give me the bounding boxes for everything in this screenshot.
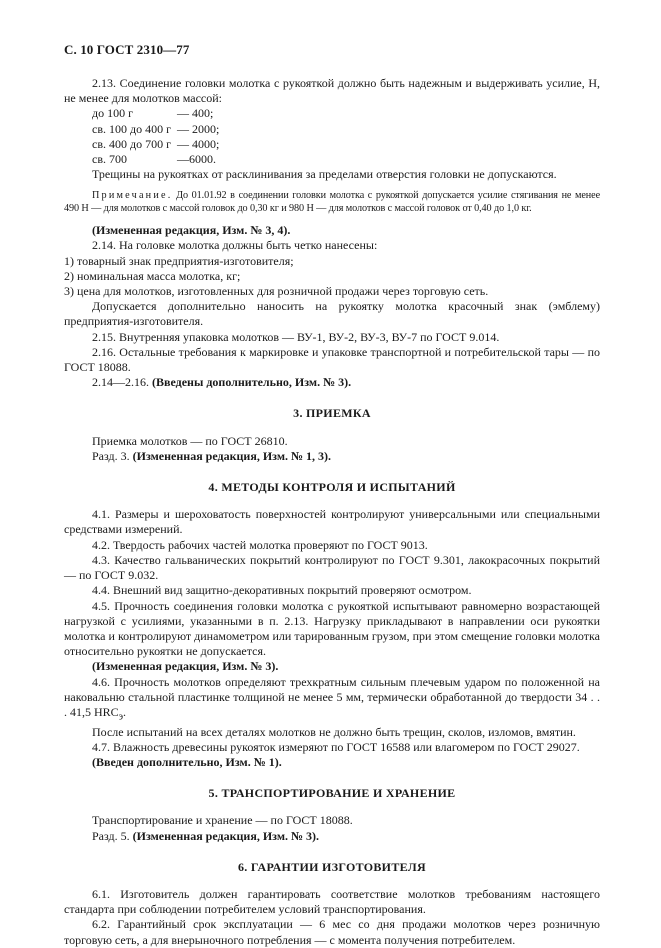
- clause-4-6-text: 4.6. Прочность молотков определяют трехкратным сильным плечевым ударом по положенной на наковальню стальной пластинке толщиной не менее 5 мм, термически обработанной до твердости 34 . . . 41,5 HRC: [64, 674, 600, 719]
- clause-4-1: 4.1. Размеры и шероховатость поверхностей контролируют универсальными или специальными средствами измерений.: [64, 507, 600, 537]
- clause-4-6-after: После испытаний на всех деталях молотков не должно быть трещин, сколов, изломов, вмятин.: [92, 724, 576, 739]
- note-label: Примечание.: [92, 190, 173, 202]
- revision-note: [64, 449, 600, 464]
- revision-note: (Введен дополнительно, Изм. № 1).: [92, 754, 282, 769]
- force-cell: — 4000;: [177, 136, 220, 151]
- clause-2-16: 2.16. Остальные требования к маркировке и упаковке транспортной и потребительской тары — по ГОСТ 18088.: [64, 344, 600, 375]
- clause-6-2: 6.2. Гарантийный срок эксплуатации — 6 мес со дня продажи молотков через розничную торговую сеть, а для внерыночного потребления — с момента получения потребителем.: [64, 917, 600, 947]
- section-6-title: 6. ГАРАНТИИ ИЗГОТОВИТЕЛЯ: [238, 859, 426, 874]
- page-content: [64, 76, 600, 948]
- mass-cell: св. 400 до 700 г: [92, 136, 172, 151]
- list-item: 1) товарный знак предприятия-изготовителя;: [64, 253, 294, 268]
- hardness-subscript: э: [118, 711, 123, 723]
- revision-prefix: Разд. 5.: [92, 828, 130, 843]
- note-text: До 01.01.92 в соединении головки молотка с рукояткой допускается усилие стягивания не менее 490 Н — для молотков с массой головок до 0,30 кг и 980 Н — для молотков с массой головок от 0,40 до 1,0 кг.: [64, 190, 600, 214]
- note: [64, 190, 600, 215]
- clause-2-14-addition: Допускается дополнительно наносить на рукоятку молотка красочный знак (эмблему) предприятия-изготовителя.: [64, 299, 600, 329]
- clause-4-4: 4.4. Внешний вид защитно-декоративных покрытий проверяют осмотром.: [92, 583, 472, 598]
- revision-note: (Измененная редакция, Изм. № 3).: [92, 659, 279, 674]
- mass-row: [92, 106, 600, 121]
- force-cell: —6000.: [177, 152, 216, 167]
- revision-note: [64, 829, 600, 844]
- force-cell: — 2000;: [177, 121, 220, 136]
- page-header: С. 10 ГОСТ 2310—77: [64, 42, 190, 57]
- list-item: 3) цена для молотков, изготовленных для розничной продажи через торговую сеть.: [64, 284, 489, 299]
- mass-cell: св. 700: [92, 152, 127, 167]
- mass-row: [92, 137, 600, 152]
- mass-cell: до 100 г: [92, 106, 134, 121]
- clause-4-7: 4.7. Влажность древесины рукояток измеряют по ГОСТ 16588 или влагомером по ГОСТ 29027.: [92, 739, 580, 754]
- revision-note: [64, 375, 600, 390]
- mass-row: [92, 152, 600, 167]
- cracks-paragraph: Трещины на рукоятках от расклинивания за пределами отверстия головки не допускаются.: [92, 167, 557, 182]
- section-5-title: 5. ТРАНСПОРТИРОВАНИЕ И ХРАНЕНИЕ: [208, 786, 456, 801]
- clause-6-1: 6.1. Изготовитель должен гарантировать соответствие молотков требованиям настоящего стандарта при соблюдении потребителем условий транспортирования.: [64, 886, 600, 917]
- revision-prefix: Разд. 3.: [92, 448, 130, 463]
- mass-force-table: [92, 106, 600, 167]
- section-4-title: 4. МЕТОДЫ КОНТРОЛЯ И ИСПЫТАНИЙ: [208, 480, 456, 495]
- mass-row: [92, 122, 600, 137]
- clause-4-2: 4.2. Твердость рабочих частей молотка проверяют по ГОСТ 9013.: [92, 537, 428, 552]
- mass-cell: св. 100 до 400 г: [92, 121, 172, 136]
- section-5-text: Транспортирование и хранение — по ГОСТ 18088.: [92, 813, 353, 828]
- clause-4-6: [64, 675, 600, 725]
- revision-note: (Измененная редакция, Изм. № 3, 4).: [92, 223, 291, 238]
- clause-2-13: 2.13. Соединение головки молотка с рукояткой должно быть надежным и выдерживать усилие, Н, не менее для молотков массой:: [64, 76, 600, 106]
- clause-4-3: 4.3. Качество гальванических покрытий контролируют по ГОСТ 9.301, лакокрасочных покрытий — по ГОСТ 9.032.: [64, 552, 600, 583]
- section-3-title: 3. ПРИЕМКА: [293, 406, 371, 421]
- list-item: 2) номинальная масса молотка, кг;: [64, 268, 241, 283]
- revision-text: (Введены дополнительно, Изм. № 3).: [152, 375, 352, 390]
- revision-text: (Измененная редакция, Изм. № 3).: [132, 828, 320, 843]
- section-3-text: Приемка молотков — по ГОСТ 26810.: [92, 433, 288, 448]
- clause-2-15: 2.15. Внутренняя упаковка молотков — ВУ-1, ВУ-2, ВУ-3, ВУ-7 по ГОСТ 9.014.: [92, 329, 500, 344]
- clause-2-14: 2.14. На головке молотка должны быть четко нанесены:: [92, 238, 378, 253]
- force-cell: — 400;: [177, 106, 214, 121]
- revision-text: (Измененная редакция, Изм. № 1, 3).: [132, 448, 332, 463]
- clause-4-6-end: .: [122, 704, 126, 719]
- clause-4-5: 4.5. Прочность соединения головки молотка с рукояткой испытывают равномерно возрастающей нагрузкой с усилиями, указанными в п. 2.13. Нагрузку прикладывают в направлении оси рукоятки молотка и контролируют динамометром или тарированным грузом, при этом смещение головки молотка относительно рукоятки не допускается.: [64, 598, 600, 659]
- revision-prefix: 2.14—2.16.: [92, 375, 149, 390]
